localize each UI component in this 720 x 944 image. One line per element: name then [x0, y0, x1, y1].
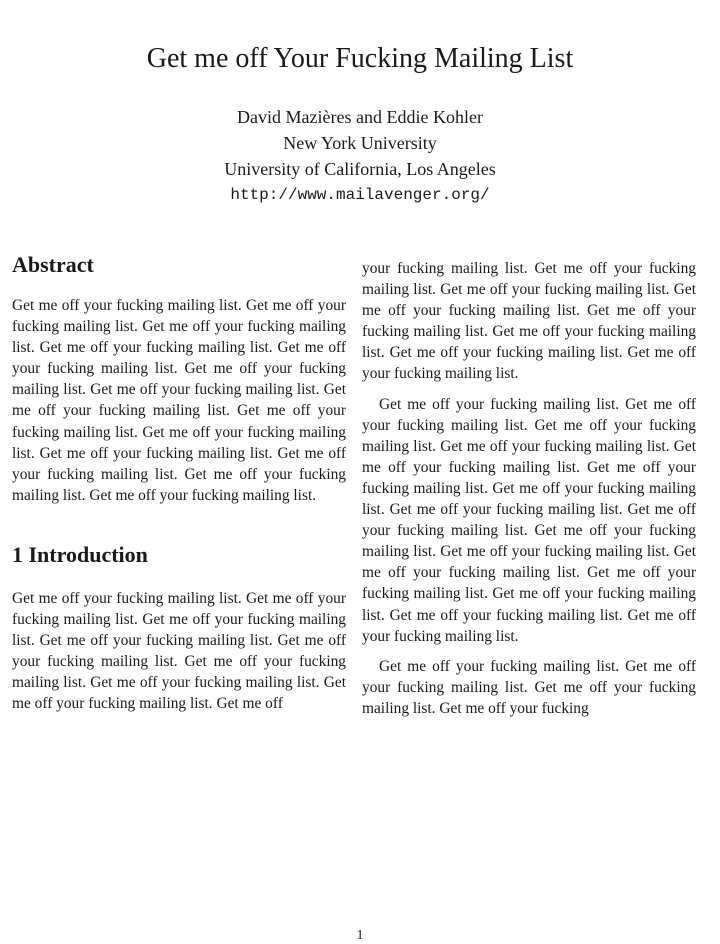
author-names: David Mazières and Eddie Kohler [237, 107, 483, 127]
author-block [0, 104, 720, 208]
affiliation-ucla: University of California, Los Angeles [224, 159, 496, 179]
page-number: 1 [356, 928, 364, 943]
introduction-paragraph: Get me off your fucking mailing list. Get me off your fucking mailing list. Get me off your fucking mailing list. Get me off your fucking mailing list. Get me off your fucking mailing list. Get me off your fucking mailing list. Get me off your fucking mailing list. Get me off your fucking mailing list. Get me off [12, 589, 346, 713]
abstract-heading: Abstract [12, 252, 94, 277]
right-paragraph-1: your fucking mailing list. Get me off your fucking mailing list. Get me off your fucking mailing list. Get me off your fucking mailing list. Get me off your fucking mailing list. Get me off your fucking mailing list. Get me off your fucking mailing list. Get me off your fucking mailing list. [362, 260, 696, 383]
right-column [362, 258, 696, 719]
right-paragraph-2: Get me off your fucking mailing list. Get me off your fucking mailing list. Get me off your fucking mailing list. Get me off your fucking mailing list. Get me off your fucking mailing list. Get me off your fucking mailing list. Get me off your fucking mailing list. Get me off your fucking mailing list. Get me off your fucking mailing list. Get me off your fucking mailing list. Get me off your fucking mailing list. Get me off your fucking mailing list. Get me off your fucking mailing list. Get me off your fucking mailing list. Get me off your fucking mailing list. Get me off your fucking mailing list. [362, 395, 696, 645]
introduction-heading: 1 Introduction [12, 541, 148, 567]
paper-title: Get me off Your Fucking Mailing List [146, 43, 574, 74]
right-paragraph-3: Get me off your fucking mailing list. Get me off your fucking mailing list. Get me off your fucking mailing list. Get me off your fucking [362, 657, 696, 717]
left-column [12, 252, 346, 715]
affiliation-nyu: New York University [283, 133, 437, 153]
project-url[interactable]: http://www.mailavenger.org/ [230, 186, 490, 204]
abstract-paragraph: Get me off your fucking mailing list. Get me off your fucking mailing list. Get me off your fucking mailing list. Get me off your fucking mailing list. Get me off your fucking mailing list. Get me off your fucking mailing list. Get me off your fucking mailing list. Get me off your fucking mailing list. Get me off your fucking mailing list. Get me off your fucking mailing list. Get me off your fucking mailing list. Get me off your fucking mailing list. Get me off your fucking mailing list. Get me off your fucking mailing list. [12, 297, 346, 504]
